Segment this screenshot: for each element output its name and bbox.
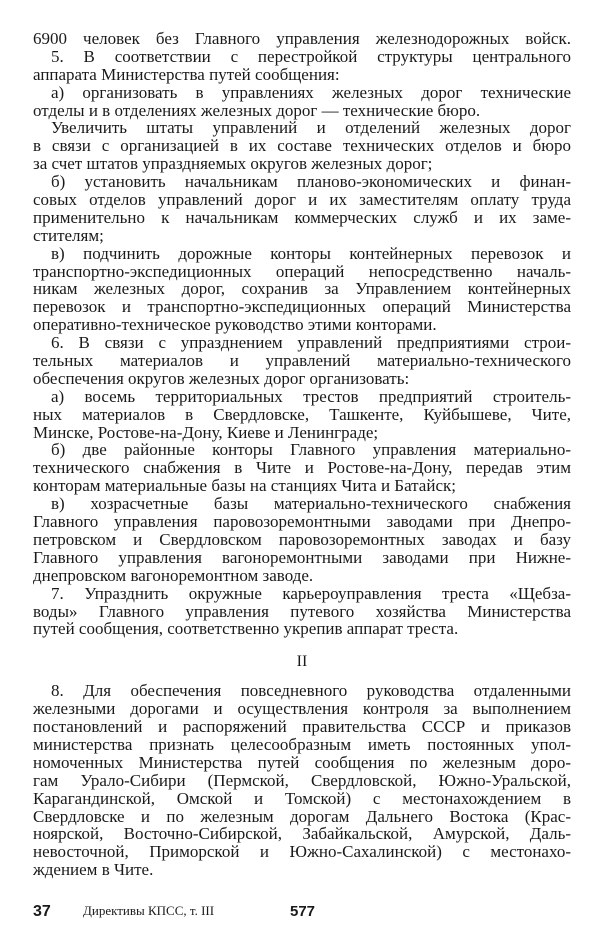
page-number: 577	[290, 903, 316, 920]
text-line: отделы и в отделениях железных дорог — технические бюро.	[33, 100, 481, 120]
text-line: в) подчинить дорожные конторы контейнерных перевозок и	[51, 243, 571, 263]
text-line: номоченных Министерства путей сообщения по железным доро-	[33, 752, 571, 772]
text-line: путей сообщения, соответственно укрепив аппарат треста.	[33, 619, 459, 639]
paragraph	[33, 441, 571, 495]
text-line: а) организовать в управлениях железных дорог технические	[51, 82, 571, 102]
section-heading: II	[296, 653, 308, 671]
text-line: применительно к начальникам коммерческих служб и их заме-	[33, 207, 571, 227]
text-line: б) две районные конторы Главного управления материально-	[51, 440, 571, 460]
section-1	[33, 30, 571, 638]
text-line: ждением в Чите.	[33, 860, 154, 880]
text-line: гам Урало-Сибири (Пермской, Свердловской, Южно-Уральской,	[33, 770, 571, 790]
text-line: Минске, Ростове-на-Дону, Киеве и Ленинграде;	[33, 422, 379, 442]
text-line: Главного управления паровозоремонтными заводами при Днепро-	[33, 512, 571, 532]
paragraph	[33, 585, 571, 639]
text-line: стителям;	[33, 225, 104, 245]
paragraph	[33, 334, 571, 388]
paragraph	[33, 682, 571, 879]
text-line: 6. В связи с упразднением управлений предприятиями строи-	[51, 333, 571, 353]
text-line: а) восемь территориальных трестов предприятий строитель-	[51, 386, 571, 406]
text-line: ных материалов в Свердловске, Ташкенте, Куйбышеве, Чите,	[33, 404, 571, 424]
text-line: Свердловске и по железным дорогам Дальнего Востока (Крас-	[33, 806, 571, 826]
text-line: транспортно-экспедиционных операций непосредственно началь-	[33, 261, 571, 281]
text-line: 8. Для обеспечения повседневного руководства отдаленными	[51, 681, 571, 701]
text-line: б) установить начальникам планово-экономических и финан-	[51, 172, 571, 192]
text-line: в связи с организацией в их составе технических отделов и бюро	[33, 136, 571, 156]
text-line: ноярской, Восточно-Сибирской, Забайкальской, Амурской, Даль-	[33, 824, 571, 844]
text-line: в) хозрасчетные базы материально-технического снабжения	[51, 494, 571, 514]
book-title: Директивы КПСС, т. III	[83, 903, 215, 918]
text-line: обеспечения округов железных дорог организовать:	[33, 368, 410, 388]
section-2	[33, 682, 571, 879]
text-line: Карагандинской, Омской и Томской) с местонахождением в	[33, 788, 571, 808]
text-line: петровском и Свердловском паровозоремонтных заводах и базу	[33, 529, 571, 549]
paragraph	[33, 245, 571, 334]
text-line: 7. Упразднить окружные карьероуправления треста «Щебза-	[51, 583, 571, 603]
text-line: никам железных дорог, сохранив за Управлением контейнерных	[33, 279, 571, 299]
paragraph	[33, 495, 571, 584]
text-line: постановлений и распоряжений правительства СССР и приказов	[33, 717, 571, 737]
paragraph	[33, 84, 571, 120]
text-line: совых отделов управлений дорог и их заместителям оплату труда	[33, 190, 571, 210]
page-footer	[33, 903, 453, 923]
text-line: оперативно-техническое руководство этими конторами.	[33, 315, 437, 335]
text-line: воды» Главного управления путевого хозяйства Министерства	[33, 601, 571, 621]
text-line: днепровском вагоноремонтном заводе.	[33, 565, 314, 585]
paragraph	[33, 119, 571, 173]
text-line: железными дорогами и осуществления контроля за выполнением	[33, 699, 571, 719]
text-line: 6900 человек без Главного управления железнодорожных войск.	[33, 29, 571, 48]
text-line: Главного управления вагоноремонтными заводами при Нижне-	[33, 547, 571, 567]
text-line: Увеличить штаты управлений и отделений железных дорог	[51, 118, 571, 138]
text-line: 5. В соответствии с перестройкой структуры центрального	[51, 46, 571, 66]
text-line: аппарата Министерства путей сообщения:	[33, 64, 340, 84]
text-line: конторам материальные базы на станциях Чита и Батайск;	[33, 476, 456, 496]
text-line: невосточной, Приморской и Южно-Сахалинской) с местонахо-	[33, 842, 571, 862]
text-line: министерства признать целесообразным иметь постоянных упол-	[33, 734, 571, 754]
text-line: технического снабжения в Чите и Ростове-на-Дону, передав этим	[33, 458, 571, 478]
text-line: перевозок и транспортно-экспедиционных операций Министерства	[33, 297, 571, 317]
paragraph	[33, 173, 571, 245]
text-line: тельных материалов и управлений материально-технического	[33, 351, 571, 371]
paragraph	[33, 388, 571, 442]
paragraph	[33, 48, 571, 84]
text-line: за счет штатов упраздняемых округов железных дорог;	[33, 154, 433, 174]
signature-mark: 37	[33, 903, 51, 920]
page-body	[33, 30, 571, 879]
paragraph	[33, 30, 571, 48]
